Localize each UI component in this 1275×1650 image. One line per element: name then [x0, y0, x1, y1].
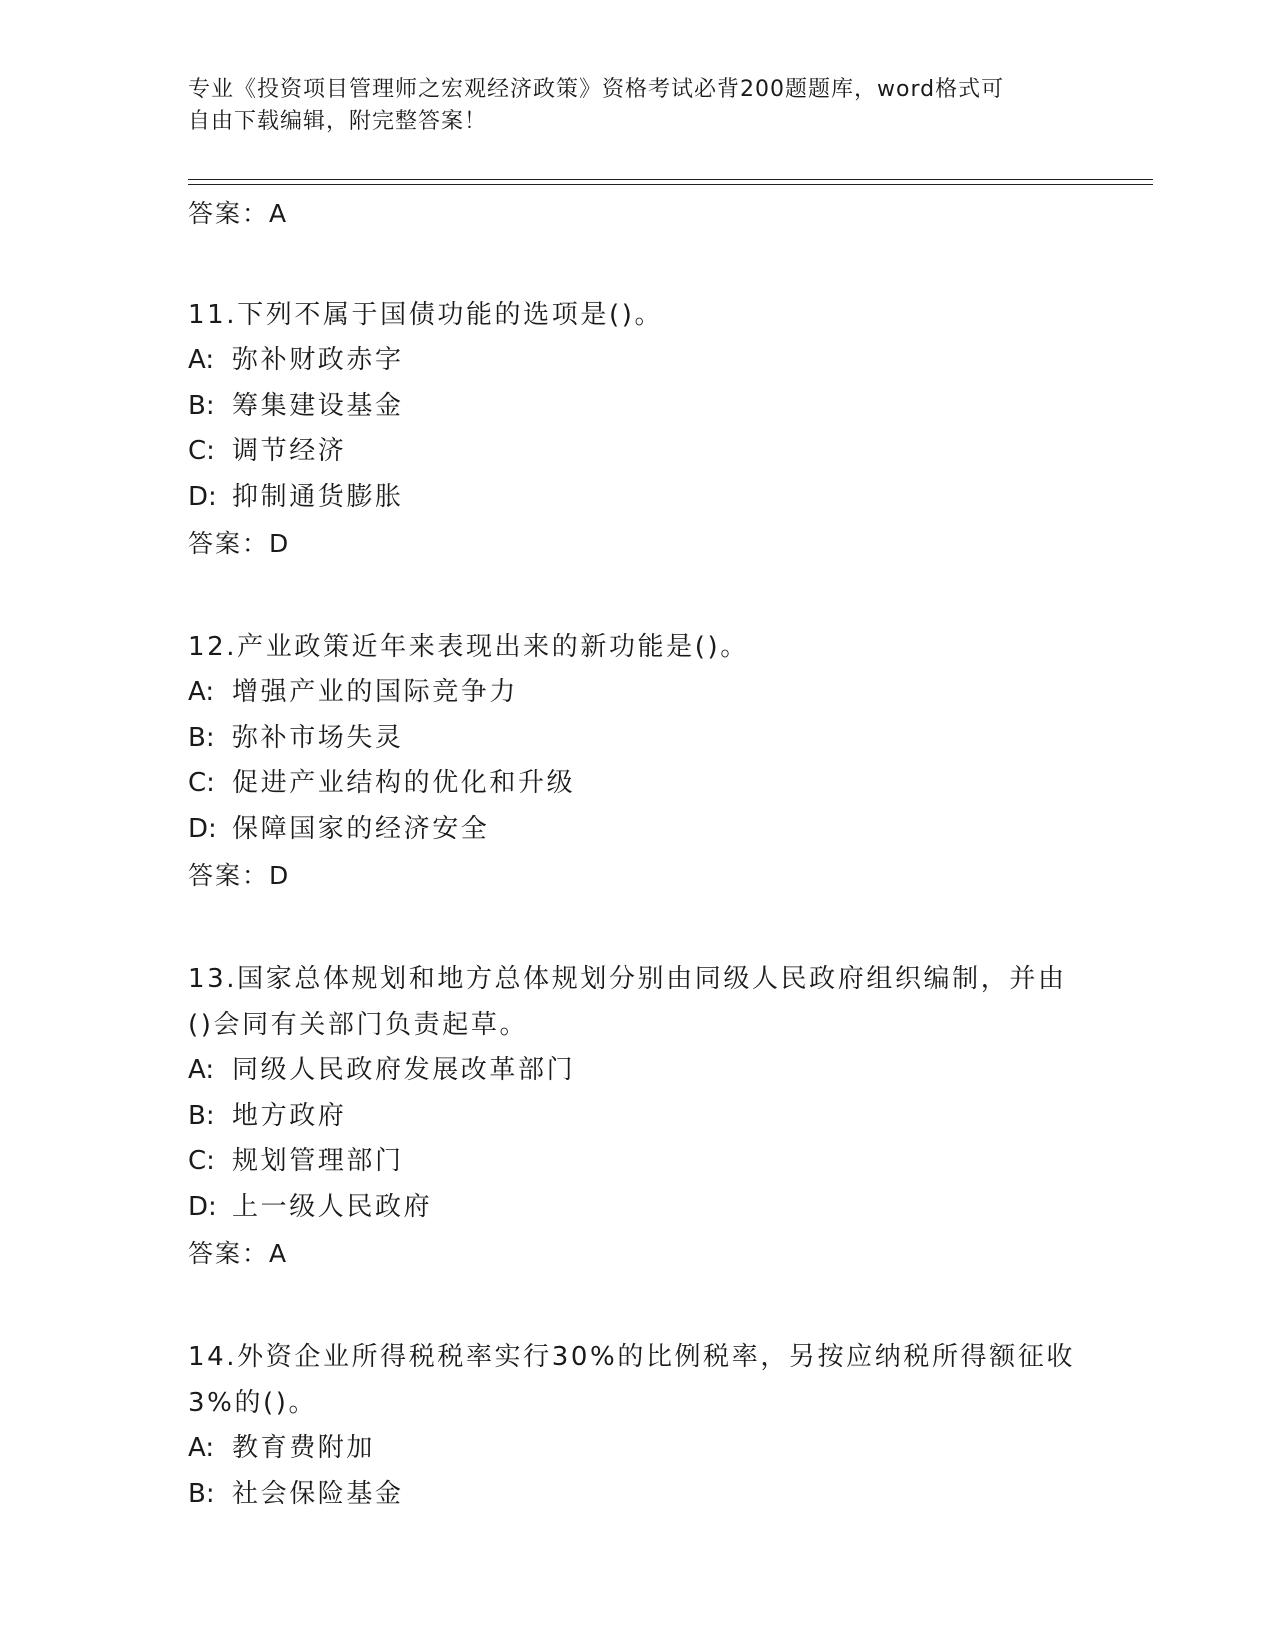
option-key: C: [188, 1146, 215, 1176]
option-text: 上一级人民政府 [232, 1191, 433, 1222]
option-key: D: [188, 813, 217, 844]
option-c [188, 761, 1088, 807]
question-text: 国家总体规划和地方总体规划分别由同级人民政府组织编制，并由 [237, 964, 1067, 994]
answer-value: A [269, 1239, 288, 1268]
option-text: 增强产业的国际竞争力 [232, 677, 519, 707]
option-a [188, 1048, 1088, 1094]
option-c [188, 1139, 1088, 1185]
question-13 [188, 956, 1088, 1274]
option-key: B: [188, 1478, 215, 1509]
option-d [188, 475, 1088, 521]
option-a [188, 1426, 1088, 1472]
question-stem [188, 956, 1088, 1002]
option-b [188, 384, 1088, 430]
document-header [188, 74, 1068, 138]
option-text: 社会保险基金 [232, 1478, 404, 1509]
question-stem-continued: 3%的()。 [188, 1388, 318, 1418]
question-stem [188, 624, 1088, 670]
option-c [188, 429, 1088, 475]
option-text: 地方政府 [232, 1100, 347, 1131]
option-text: 调节经济 [232, 436, 347, 466]
header-divider-top [188, 179, 1153, 180]
option-text: 抑制通货膨胀 [232, 481, 404, 512]
header-line-2: 自由下载编辑，附完整答案！ [188, 109, 488, 134]
question-12 [188, 624, 1088, 896]
option-key: A: [188, 677, 215, 707]
option-key: B: [188, 1100, 215, 1131]
question-11 [188, 292, 1088, 564]
previous-answer [188, 194, 1088, 234]
question-14 [188, 1334, 1088, 1517]
answer-label: 答案： [188, 1239, 270, 1268]
question-stem [188, 292, 1088, 338]
answer-value: D [269, 529, 290, 558]
option-text: 筹集建设基金 [232, 390, 404, 421]
option-text: 促进产业结构的优化和升级 [232, 768, 576, 798]
option-key: A: [188, 345, 215, 375]
question-text: 产业政策近年来表现出来的新功能是()。 [237, 632, 749, 662]
option-a [188, 670, 1088, 716]
answer-value: A [269, 199, 288, 228]
question-answer [188, 524, 1088, 564]
question-stem [188, 1334, 1088, 1380]
option-key: C: [188, 436, 215, 466]
option-key: D: [188, 481, 217, 512]
answer-label: 答案： [188, 529, 270, 558]
question-number: 13. [188, 964, 238, 994]
question-stem-continued: ()会同有关部门负责起草。 [188, 1010, 529, 1040]
question-number: 11. [188, 300, 238, 330]
question-number: 12. [188, 632, 238, 662]
option-key: C: [188, 768, 215, 798]
option-key: B: [188, 390, 215, 421]
option-d [188, 807, 1088, 853]
question-text: 下列不属于国债功能的选项是()。 [237, 300, 664, 330]
question-list [188, 190, 1088, 1517]
option-b [188, 716, 1088, 762]
question-number: 14. [188, 1342, 238, 1372]
option-key: B: [188, 722, 215, 753]
question-answer [188, 1234, 1088, 1274]
question-answer [188, 856, 1088, 896]
option-key: A: [188, 1433, 215, 1463]
option-text: 弥补财政赤字 [232, 345, 404, 375]
option-b [188, 1472, 1088, 1518]
answer-value: D [269, 861, 290, 890]
option-b [188, 1094, 1088, 1140]
option-d [188, 1185, 1088, 1231]
answer-label: 答案： [188, 199, 270, 228]
option-a [188, 338, 1088, 384]
option-text: 弥补市场失灵 [232, 722, 404, 753]
option-key: D: [188, 1191, 217, 1222]
option-text: 规划管理部门 [232, 1146, 404, 1176]
option-text: 教育费附加 [232, 1433, 376, 1463]
header-line-1: 专业《投资项目管理师之宏观经济政策》资格考试必背200题题库，word格式可 [188, 77, 1005, 102]
option-text: 保障国家的经济安全 [232, 813, 490, 844]
answer-label: 答案： [188, 861, 270, 890]
header-divider-bottom [188, 184, 1153, 185]
option-text: 同级人民政府发展改革部门 [232, 1055, 576, 1085]
question-text: 外资企业所得税税率实行30%的比例税率，另按应纳税所得额征收 [237, 1342, 1075, 1372]
option-key: A: [188, 1055, 215, 1085]
